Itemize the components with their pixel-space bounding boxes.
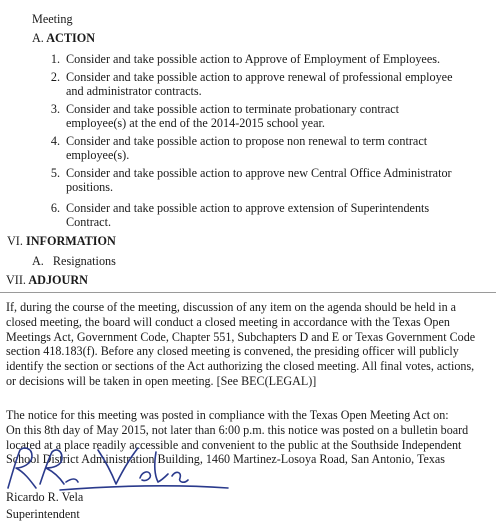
section-vi-title: INFORMATION: [25, 234, 116, 248]
item-text: Contract.: [66, 215, 112, 229]
section-vii-title: ADJOURN: [28, 273, 88, 287]
item-text: Consider and take possible action to approve renewal of professional employee: [66, 70, 453, 84]
paragraph-line: On this 8th day of May 2015, not later than 6:00 p.m. this notice was posted on a bulletin board: [6, 422, 469, 437]
signature-strokes: [8, 448, 228, 490]
section-vii-label: VII.: [6, 273, 26, 287]
item-text: Consider and take possible action to Approve of Employment of Employees.: [66, 52, 441, 66]
paragraph-line: located at a place readily accessible and convenient to the public at the Southside Independent: [6, 437, 462, 452]
item-text: Consider and take possible action to approve extension of Superintendents: [66, 201, 430, 215]
closed-meeting-paragraph: [6, 300, 492, 389]
item-text: Consider and take possible action to propose non renewal to term contract: [66, 134, 428, 148]
signer-name: Ricardo R. Vela: [6, 490, 84, 504]
paragraph-line: Meetings Act, Government Code, Chapter 551, Subchapters D and E or Texas Government Code: [6, 329, 476, 344]
section-a-title: ACTION: [46, 31, 95, 45]
item-number: 6.: [50, 201, 60, 215]
item-text: employee(s) at the end of the 2014-2015 school year.: [66, 116, 325, 130]
meeting-label: Meeting: [32, 12, 73, 26]
paragraph-line: If, during the course of the meeting, discussion of any item on the agenda should be held in a: [6, 300, 457, 314]
item-text: Consider and take possible action to terminate probationary contract: [66, 102, 400, 116]
info-item-label: A.: [32, 254, 44, 268]
info-item-text: Resignations: [52, 254, 116, 268]
item-text: and administrator contracts.: [66, 84, 202, 98]
item-number: 4.: [50, 134, 60, 148]
handwritten-signature: [2, 444, 232, 494]
section-a-label: A.: [32, 31, 44, 45]
item-text: Consider and take possible action to approve new Central Office Administrator: [66, 166, 452, 180]
item-number: 2.: [50, 70, 60, 84]
paragraph-line: closed meeting, the board will conduct a closed meeting in accordance with the Texas Open: [6, 314, 450, 329]
item-number: 5.: [50, 166, 60, 180]
section-divider: [0, 292, 496, 293]
paragraph-line: identify the section or sections of the Act authorizing the closed meeting. All final votes, actions,: [6, 359, 475, 374]
section-vii-heading: [6, 273, 88, 288]
paragraph-line: or decisions will be taken in open meeting. [See BEC(LEGAL)]: [6, 373, 317, 388]
item-text: positions.: [66, 180, 114, 194]
item-text: employee(s).: [66, 148, 130, 162]
item-number: 3.: [50, 102, 60, 116]
info-item: [32, 254, 116, 269]
paragraph-line: School District Administration Building, 1460 Martinez-Losoya Road, San Antonio, Texas: [6, 452, 445, 467]
section-vi-label: VI.: [7, 234, 23, 248]
paragraph-line: The notice for this meeting was posted in compliance with the Texas Open Meeting Act on:: [6, 408, 449, 422]
section-vi-heading: [7, 234, 116, 249]
section-a-heading: [32, 31, 95, 46]
paragraph-line: section 418.183(f). Before any closed meeting is convened, the presiding officer will publicly: [6, 344, 459, 359]
item-number: 1.: [50, 52, 60, 66]
signer-title: Superintendent: [6, 507, 80, 521]
